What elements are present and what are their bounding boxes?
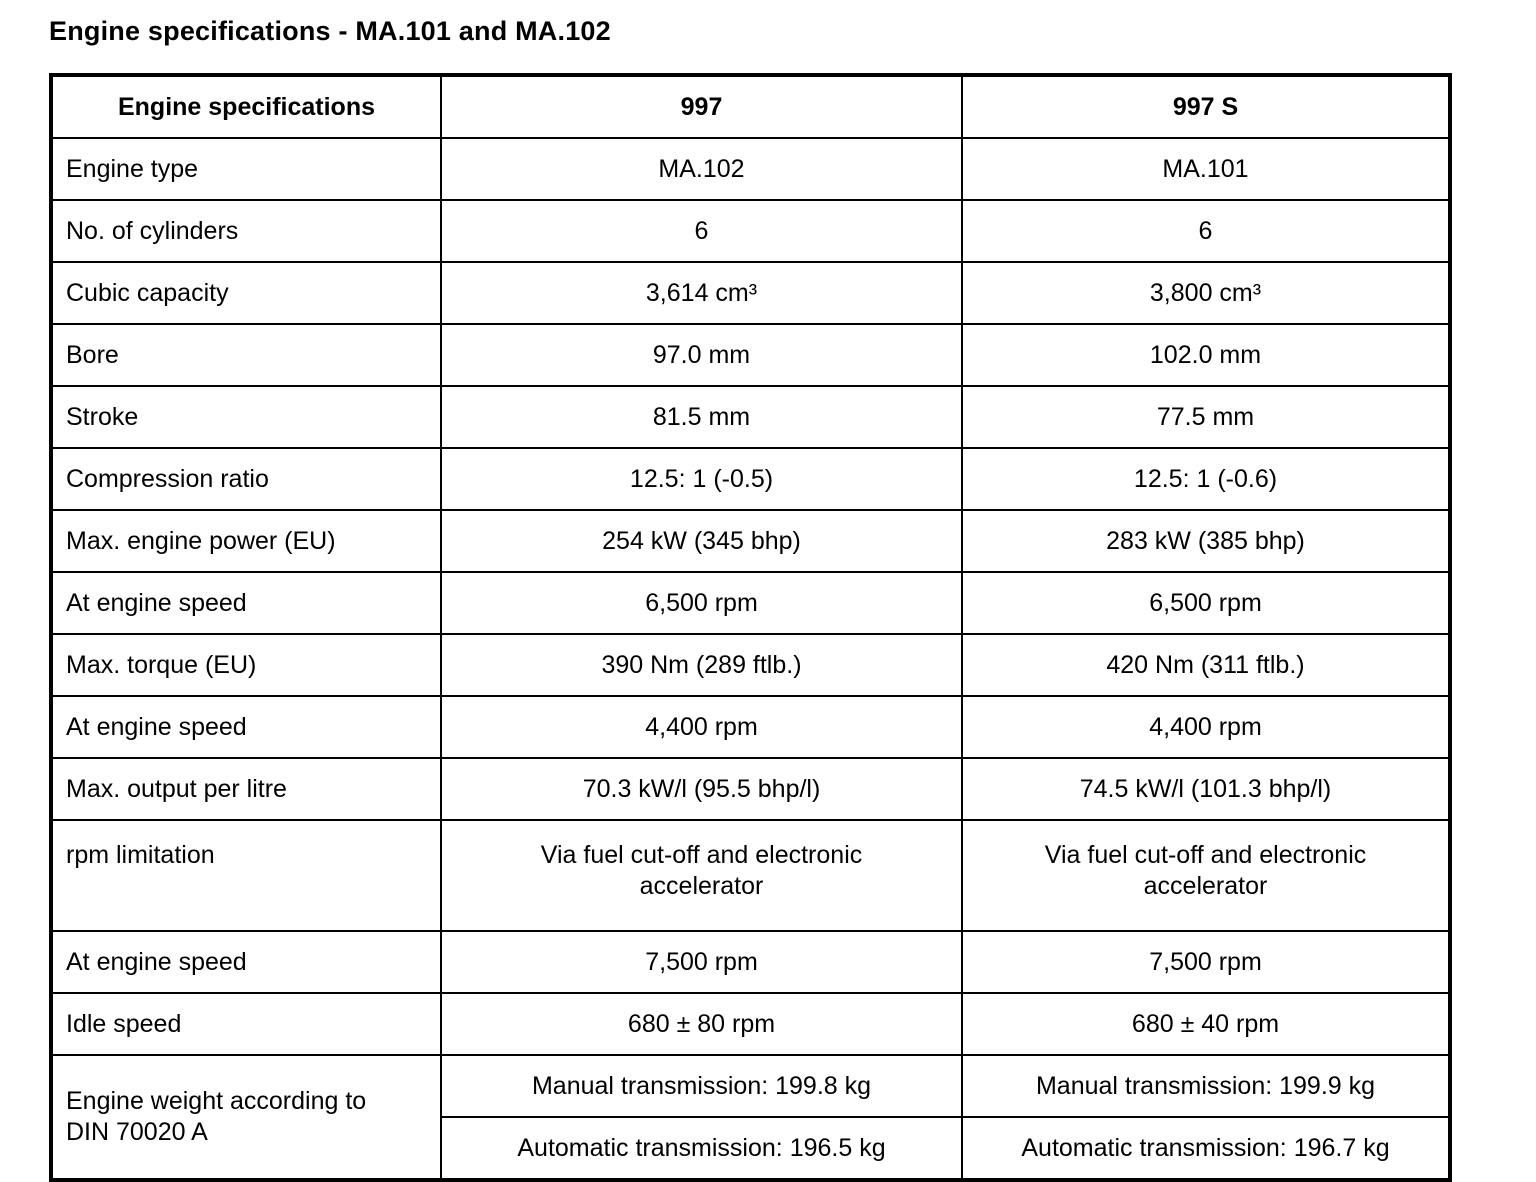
value-997: 4,400 rpm: [441, 696, 962, 758]
row-label: Idle speed: [51, 993, 441, 1055]
table-row: [51, 386, 1450, 448]
table-row: [51, 138, 1450, 200]
table-row: [51, 324, 1450, 386]
value-997-manual-weight: Manual transmission: 199.8 kg: [441, 1055, 962, 1117]
row-label: rpm limitation: [51, 820, 441, 931]
row-label: At engine speed: [51, 696, 441, 758]
value-997s: 77.5 mm: [962, 386, 1450, 448]
row-label: Bore: [51, 324, 441, 386]
row-label: Max. output per litre: [51, 758, 441, 820]
value-997: Via fuel cut-off and electronic accelerator: [441, 820, 962, 931]
value-997s: 74.5 kW/l (101.3 bhp/l): [962, 758, 1450, 820]
row-label: Max. engine power (EU): [51, 510, 441, 572]
row-label: Cubic capacity: [51, 262, 441, 324]
row-label: No. of cylinders: [51, 200, 441, 262]
value-997s: Via fuel cut-off and electronic accelerator: [962, 820, 1450, 931]
value-997s: 4,400 rpm: [962, 696, 1450, 758]
value-997s: 12.5: 1 (-0.6): [962, 448, 1450, 510]
value-997s: 6: [962, 200, 1450, 262]
value-997s-automatic-weight: Automatic transmission: 196.7 kg: [962, 1117, 1450, 1180]
row-label: Stroke: [51, 386, 441, 448]
document-title: Engine specifications - MA.101 and MA.102: [49, 16, 611, 46]
value-997s: 680 ± 40 rpm: [962, 993, 1450, 1055]
value-997s: 3,800 cm³: [962, 262, 1450, 324]
row-label: Max. torque (EU): [51, 634, 441, 696]
value-997-automatic-weight: Automatic transmission: 196.5 kg: [441, 1117, 962, 1180]
table-row: [51, 1055, 1450, 1117]
value-997: 97.0 mm: [441, 324, 962, 386]
value-997: 6,500 rpm: [441, 572, 962, 634]
table-row: [51, 200, 1450, 262]
table-row: [51, 696, 1450, 758]
table-row: [51, 820, 1450, 931]
table-row: [51, 262, 1450, 324]
table-row: [51, 758, 1450, 820]
header-cell-spec: Engine specifications: [51, 75, 441, 138]
row-label: At engine speed: [51, 931, 441, 993]
table-row: [51, 448, 1450, 510]
value-997s: 283 kW (385 bhp): [962, 510, 1450, 572]
header-cell-997s: 997 S: [962, 75, 1450, 138]
table-header-row: [51, 75, 1450, 138]
table-row: [51, 634, 1450, 696]
row-label: Engine type: [51, 138, 441, 200]
engine-spec-table: [49, 73, 1452, 1182]
value-997: 680 ± 80 rpm: [441, 993, 962, 1055]
value-997: MA.102: [441, 138, 962, 200]
value-997: 7,500 rpm: [441, 931, 962, 993]
value-997: 3,614 cm³: [441, 262, 962, 324]
table-row: [51, 572, 1450, 634]
value-997: 12.5: 1 (-0.5): [441, 448, 962, 510]
value-997s: MA.101: [962, 138, 1450, 200]
table-row: [51, 993, 1450, 1055]
value-997: 390 Nm (289 ftlb.): [441, 634, 962, 696]
table-row: [51, 510, 1450, 572]
value-997s-manual-weight: Manual transmission: 199.9 kg: [962, 1055, 1450, 1117]
value-997: 254 kW (345 bhp): [441, 510, 962, 572]
header-cell-997: 997: [441, 75, 962, 138]
row-label: Compression ratio: [51, 448, 441, 510]
value-997: 70.3 kW/l (95.5 bhp/l): [441, 758, 962, 820]
value-997s: 6,500 rpm: [962, 572, 1450, 634]
value-997: 81.5 mm: [441, 386, 962, 448]
value-997s: 102.0 mm: [962, 324, 1450, 386]
row-label: At engine speed: [51, 572, 441, 634]
value-997s: 420 Nm (311 ftlb.): [962, 634, 1450, 696]
table-row: [51, 931, 1450, 993]
value-997s: 7,500 rpm: [962, 931, 1450, 993]
value-997: 6: [441, 200, 962, 262]
row-label-engine-weight: Engine weight according to DIN 70020 A: [51, 1055, 441, 1180]
